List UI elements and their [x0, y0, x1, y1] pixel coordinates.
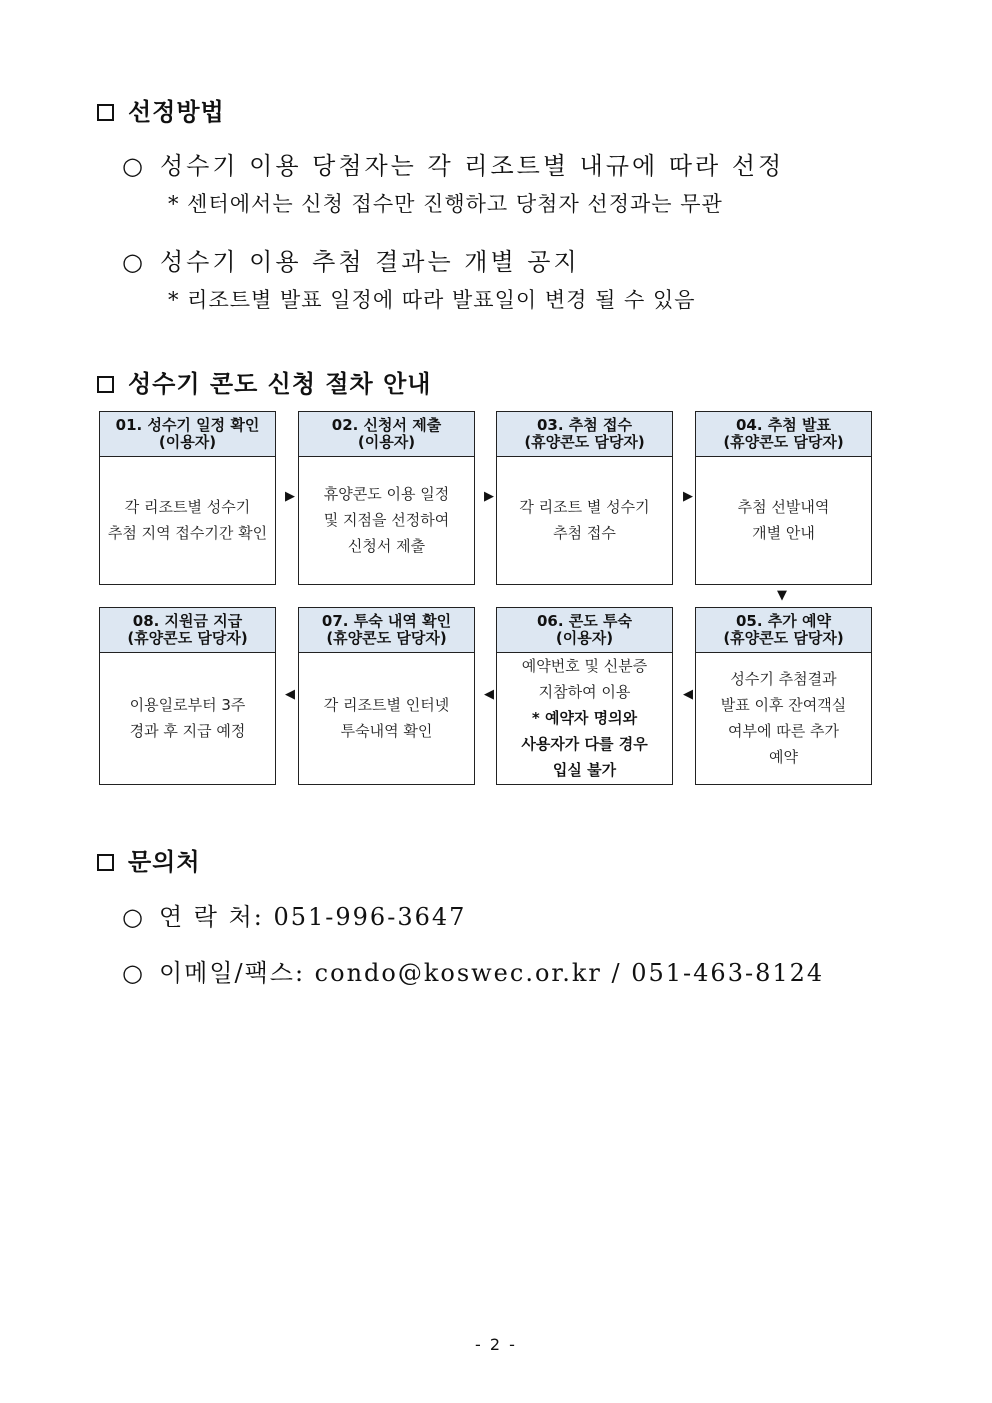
bullet-item: ○ 성수기 이용 추첨 결과는 개별 공지	[122, 248, 580, 276]
step-box-04	[695, 411, 872, 585]
step-header: 08. 지원금 지급 (휴양콘도 담당자)	[100, 608, 275, 653]
section-title-procedure: 성수기 콘도 신청 절차 안내	[97, 364, 431, 399]
step-box-02	[298, 411, 475, 585]
step-body: 추첨 선발내역 개별 안내	[737, 498, 830, 542]
contact-phone: ○ 연 락 처: 051-996-3647	[122, 903, 467, 931]
step-box-06	[496, 607, 673, 785]
step-header: 05. 추가 예약 (휴양콘도 담당자)	[696, 608, 871, 653]
step-header: 06. 콘도 투숙 (이용자)	[497, 608, 672, 653]
step-box-03	[496, 411, 673, 585]
step-box-07	[298, 607, 475, 785]
step-body: 이용일로부터 3주 경과 후 지급 예정	[129, 696, 246, 740]
page-number: - 2 -	[475, 1335, 517, 1354]
contact-email-fax: ○ 이메일/팩스: condo@koswec.or.kr / 051-463-8124	[122, 959, 825, 987]
step-box-01	[99, 411, 276, 585]
step-body: 성수기 추첨결과 발표 이후 잔여객실 여부에 따른 추가 예약	[720, 670, 847, 766]
step-header: 07. 투숙 내역 확인 (휴양콘도 담당자)	[299, 608, 474, 653]
circle-bullet-icon: ○	[122, 903, 145, 931]
arrow-down-icon: ▼	[777, 588, 787, 603]
step-header: 04. 추첨 발표 (휴양콘도 담당자)	[696, 412, 871, 457]
step-body: 각 리조트 별 성수기 추첨 접수	[519, 498, 650, 542]
bullet-item: ○ 성수기 이용 당첨자는 각 리조트별 내규에 따라 선정	[122, 152, 785, 180]
section-title-contact: 문의처	[97, 842, 201, 877]
step-box-08	[99, 607, 276, 785]
step-body: 각 리조트별 인터넷 투숙내역 확인	[323, 696, 450, 740]
step-header: 03. 추첨 접수 (휴양콘도 담당자)	[497, 412, 672, 457]
checkbox-icon	[97, 854, 114, 871]
arrow-left-icon: ◀	[484, 687, 494, 702]
step-body: 휴양콘도 이용 일정 및 지점을 선정하여 신청서 제출	[323, 485, 450, 555]
circle-bullet-icon: ○	[122, 959, 145, 987]
step-body: 각 리조트별 성수기 추첨 지역 접수기간 확인	[107, 498, 268, 542]
arrow-right-icon: ▶	[683, 489, 693, 504]
step-body: 예약번호 및 신분증 지참하여 이용 * 예약자 명의와 사용자가 다를 경우 입실 불가	[521, 657, 648, 779]
arrow-left-icon: ◀	[285, 687, 295, 702]
step-box-05	[695, 607, 872, 785]
circle-bullet-icon: ○	[122, 152, 146, 180]
section-title-selection: 선정방법	[97, 92, 225, 127]
arrow-left-icon: ◀	[683, 687, 693, 702]
step-header: 02. 신청서 제출 (이용자)	[299, 412, 474, 457]
checkbox-icon	[97, 376, 114, 393]
checkbox-icon	[97, 104, 114, 121]
bullet-note: * 리조트별 발표 일정에 따라 발표일이 변경 될 수 있음	[168, 288, 696, 312]
arrow-right-icon: ▶	[484, 489, 494, 504]
arrow-right-icon: ▶	[285, 489, 295, 504]
bullet-note: * 센터에서는 신청 접수만 진행하고 당첨자 선정과는 무관	[168, 192, 723, 216]
step-header: 01. 성수기 일정 확인 (이용자)	[100, 412, 275, 457]
circle-bullet-icon: ○	[122, 248, 146, 276]
